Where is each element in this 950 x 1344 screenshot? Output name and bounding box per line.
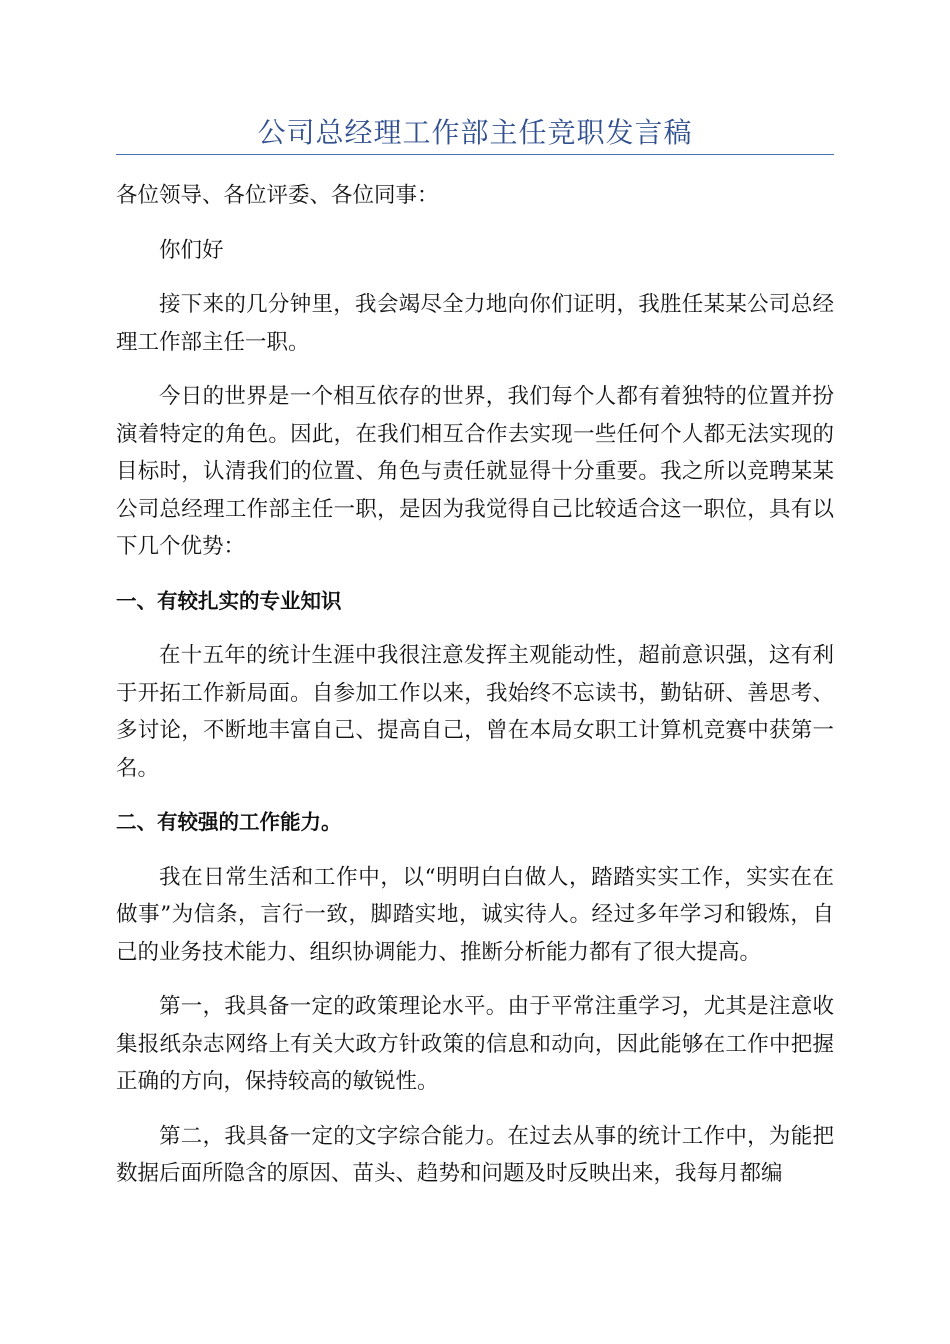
salutation: 各位领导、各位评委、各位同事： [116, 183, 439, 208]
section-heading-2: 二、有较强的工作能力。 [116, 810, 342, 834]
paragraph-ability: 我在日常生活和工作中，以“明明白白做人，踏踏实实工作，实实在在做事”为信条，言行一致，脚踏实地，诚实待人。经过多年学习和锻炼，自己的业务技术能力、组织协调能力、推断分析能力都有了很大提高。 [116, 864, 834, 965]
document-title: 公司总经理工作部主任竞职发言稿 [257, 116, 693, 149]
title-underline [116, 154, 834, 155]
paragraph-second: 第二，我具备一定的文字综合能力。在过去从事的统计工作中，为能把数据后面所隐含的原因、苗头、趋势和问题及时反映出来，我每月都编 [116, 1123, 834, 1186]
paragraph-knowledge: 在十五年的统计生涯中我很注意发挥主观能动性，超前意识强，这有利于开拓工作新局面。自参加工作以来，我始终不忘读书，勤钻研、善思考、多讨论，不断地丰富自己、提高自己，曾在本局女职工计算机竞赛中获第一名。 [116, 643, 834, 781]
document-page [116, 0, 834, 1193]
document-body [116, 177, 834, 1193]
paragraph-intro: 接下来的几分钟里，我会竭尽全力地向你们证明，我胜任某某公司总经理工作部主任一职。 [116, 292, 834, 355]
greeting: 你们好 [159, 237, 224, 263]
paragraph-world: 今日的世界是一个相互依存的世界，我们每个人都有着独特的位置并扮演着特定的角色。因此，在我们相互合作去实现一些任何个人都无法实现的目标时，认清我们的位置、角色与责任就显得十分重要。我之所以竞聘某某公司总经理工作部主任一职，是因为我觉得自己比较适合这一职位，具有以下几个优势： [116, 384, 834, 559]
paragraph-first: 第一，我具备一定的政策理论水平。由于平常注重学习，尤其是注意收集报纸杂志网络上有关大政方针政策的信息和动向，因此能够在工作中把握正确的方向，保持较高的敏锐性。 [116, 994, 834, 1094]
section-heading-1: 一、有较扎实的专业知识 [116, 588, 342, 613]
